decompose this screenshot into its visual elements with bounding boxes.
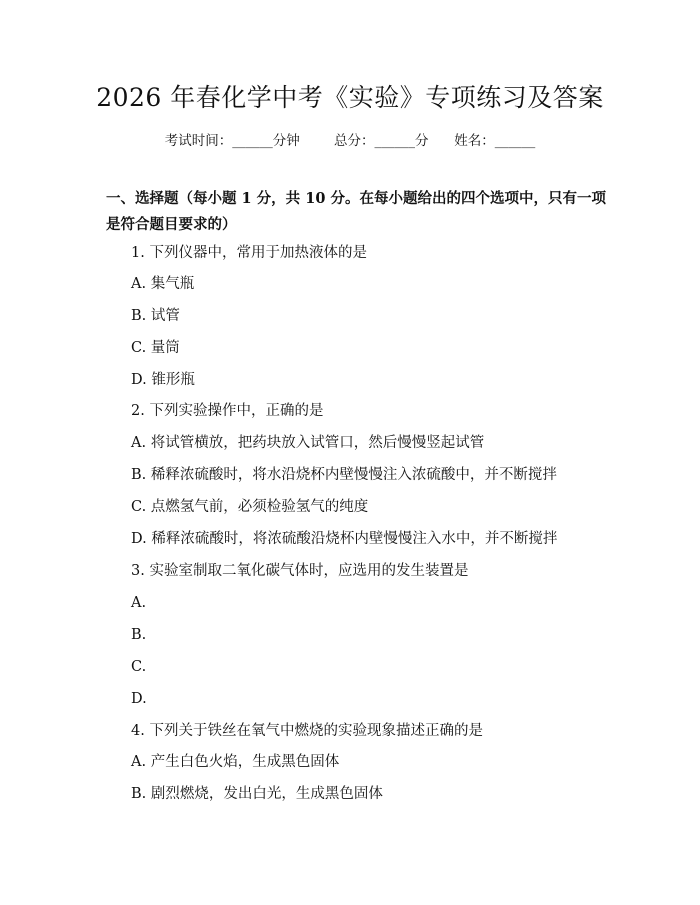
option-c: C. 量筒 — [131, 340, 180, 356]
exam-info-line — [0, 130, 700, 152]
option-b: B. 试管 — [131, 308, 180, 324]
time-blank: ______ — [232, 133, 273, 149]
option-b: B. 剧烈燃烧，发出白光，生成黑色固体 — [131, 786, 383, 802]
score-label: 总分： — [334, 133, 375, 149]
time-label: 考试时间： — [164, 133, 233, 149]
document-title: 2026 年春化学中考《实验》专项练习及答案 — [96, 83, 604, 112]
score-blank: ______ — [374, 133, 416, 149]
time-unit: 分钟 — [272, 133, 300, 149]
option-c: C. — [131, 659, 147, 675]
name-label: 姓名： — [454, 133, 495, 149]
option-a: A. 集气瓶 — [131, 276, 195, 292]
option-d: D. 稀释浓硫酸时，将浓硫酸沿烧杯内壁慢慢注入水中，并不断搅拌 — [131, 531, 558, 547]
section-heading: 一、选择题（每小题 1 分，共 10 分。在每小题给出的四个选项中，只有一项是符合题目要求的） — [106, 190, 606, 233]
score-unit: 分 — [415, 133, 429, 149]
option-a: A. 将试管横放，把药块放入试管口，然后慢慢竖起试管 — [131, 435, 485, 451]
option-a: A. 产生白色火焰，生成黑色固体 — [131, 754, 340, 770]
option-a: A. — [131, 595, 147, 611]
question-stem: 4. 下列关于铁丝在氧气中燃烧的实验现象描述正确的是 — [131, 723, 483, 739]
option-d: D. — [131, 691, 147, 707]
option-b: B. — [131, 627, 147, 643]
option-d: D. 锥形瓶 — [131, 372, 195, 388]
question-stem: 3. 实验室制取二氧化碳气体时，应选用的发生装置是 — [131, 563, 469, 579]
name-blank: ______ — [494, 133, 536, 149]
question-stem: 2. 下列实验操作中，正确的是 — [131, 403, 324, 419]
option-b: B. 稀释浓硫酸时，将水沿烧杯内壁慢慢注入浓硫酸中，并不断搅拌 — [131, 467, 557, 483]
option-c: C. 点燃氢气前，必须检验氢气的纯度 — [131, 499, 369, 515]
question-stem: 1. 下列仪器中，常用于加热液体的是 — [131, 245, 367, 261]
